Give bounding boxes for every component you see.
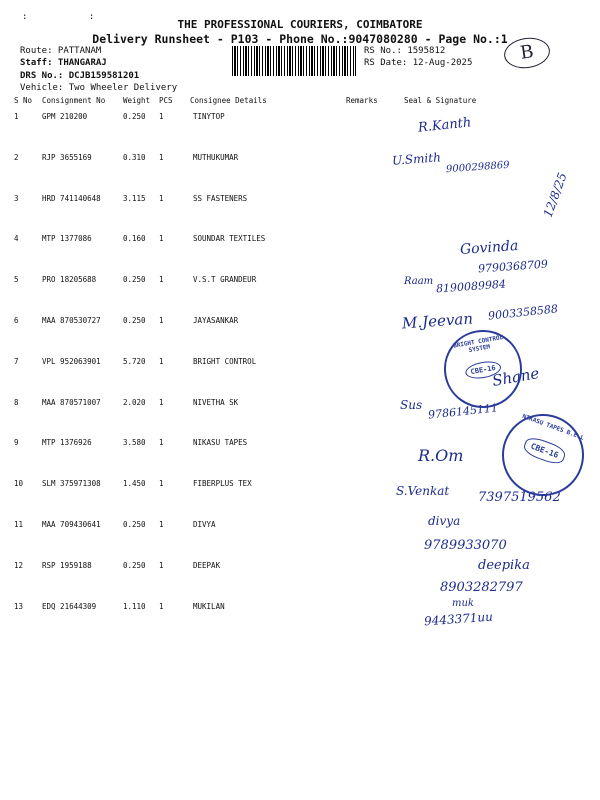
cell-sno: 5	[14, 275, 19, 285]
vehicle-label: Vehicle: Two Wheeler Delivery	[20, 83, 178, 93]
cell-consignee: V.S.T GRANDEUR	[193, 275, 257, 285]
cell-weight: 0.160	[123, 234, 146, 244]
signature-2-phone: 9000298869	[445, 159, 510, 176]
signature-2: U.Smith	[391, 150, 442, 168]
cell-consignee: MUTHUKUMAR	[193, 152, 239, 162]
signature-8: Shane	[490, 364, 541, 390]
cell-consignee: MUKILAN	[193, 601, 225, 611]
signature-6: Raam	[404, 276, 434, 287]
cell-consignment: RSP 1959188	[42, 560, 92, 570]
signature-12: divya	[428, 514, 461, 528]
col-pcs: PCS	[159, 96, 173, 105]
cell-weight: 0.250	[123, 560, 146, 570]
cell-consignee: JAYASANKAR	[193, 316, 239, 325]
route-label: Route: PATTANAM	[20, 46, 102, 56]
cell-weight: 1.450	[123, 479, 146, 489]
cell-sno: 8	[14, 397, 19, 407]
cell-sno: 2	[14, 152, 19, 162]
signature-13: deepika	[478, 558, 530, 573]
cell-pcs: 1	[159, 275, 164, 285]
stamp-nikasu-inner: CBE-16	[522, 435, 568, 467]
cell-sno: 11	[14, 520, 24, 529]
col-weight: Weight	[123, 96, 151, 105]
cell-weight: 0.310	[123, 152, 146, 162]
cell-consignee: SOUNDAR TEXTILES	[193, 234, 266, 244]
scan-dots: : :	[22, 12, 123, 22]
col-consignee: Consignee Details	[190, 96, 267, 105]
staff-label: Staff: THANGARAJ	[20, 58, 107, 68]
cell-consignee: NIVETHA SK	[193, 397, 239, 407]
cell-pcs: 1	[159, 479, 164, 489]
signature-14-phone: 9443371uu	[423, 609, 494, 629]
cell-sno: 12	[14, 560, 24, 570]
cell-consignment: VPL 952063901	[42, 356, 101, 366]
cell-weight: 1.110	[123, 601, 146, 611]
rs-number: RS No.: 1595812	[364, 46, 446, 56]
cell-sno: 1	[14, 112, 19, 121]
cell-pcs: 1	[159, 601, 164, 611]
cell-pcs: 1	[159, 356, 164, 366]
company-title: THE PROFESSIONAL COURIERS, COIMBATORE	[177, 18, 423, 31]
signature-6-phone: 8190089984	[435, 277, 507, 296]
cell-pcs: 1	[159, 397, 164, 407]
signature-9-phone: 9786145111	[427, 401, 499, 422]
cell-consignment: HRD 741140648	[42, 193, 101, 203]
signature-12-phone: 9789933070	[424, 538, 507, 553]
cell-consignee: FIBERPLUS TEX	[193, 479, 252, 489]
cell-consignee: BRIGHT CONTROL	[193, 356, 257, 366]
cell-weight: 0.250	[123, 520, 146, 529]
col-consignment: Consignment No	[42, 96, 106, 105]
cell-sno: 7	[14, 356, 19, 366]
cell-pcs: 1	[159, 234, 164, 244]
cell-weight: 3.115	[123, 193, 146, 203]
signature-1: R.Kanth	[417, 115, 472, 136]
stamp-bright-control	[438, 324, 528, 414]
cell-sno: 4	[14, 234, 19, 244]
cell-consignment: EDQ 21644309	[42, 601, 97, 611]
cell-consignee: SS FASTENERS	[193, 193, 248, 203]
cell-pcs: 1	[159, 316, 164, 325]
cell-consignment: MAA 870530727	[42, 316, 101, 325]
cell-consignee: DIVYA	[193, 520, 216, 529]
cell-sno: 10	[14, 479, 24, 489]
stamp-nikasu-outer: NIKASU TAPES B.E.L	[521, 412, 585, 442]
signature-13-phone: 8903282797	[440, 580, 523, 595]
signature-7: M.Jeevan	[401, 309, 474, 333]
cell-consignee: DEEPAK	[193, 560, 221, 570]
cell-pcs: 1	[159, 112, 164, 121]
signature-7-phone: 9003358588	[487, 302, 559, 323]
page-badge: B	[502, 35, 552, 71]
cell-pcs: 1	[159, 520, 164, 529]
stamp-bright-outer: BRIGHT CONTROL SYSTEM	[452, 334, 504, 355]
cell-consignment: PRO 18205688	[42, 275, 97, 285]
cell-pcs: 1	[159, 152, 164, 162]
cell-consignment: MAA 709430641	[42, 520, 101, 529]
signature-3-date: 12/8/25	[540, 170, 570, 220]
cell-consignment: MTP 1377086	[42, 234, 92, 244]
signature-9: Sus	[400, 398, 423, 412]
cell-weight: 0.250	[123, 316, 146, 325]
cell-consignee: NIKASU TAPES	[193, 438, 248, 448]
signature-11: S.Venkat	[396, 484, 450, 498]
cell-consignment: MTP 1376926	[42, 438, 92, 448]
cell-weight: 2.020	[123, 397, 146, 407]
cell-sno: 13	[14, 601, 24, 611]
barcode	[232, 46, 356, 76]
cell-sno: 3	[14, 193, 19, 203]
signature-5: Govinda	[459, 237, 519, 259]
stamp-bright-inner: CBE-16	[464, 359, 502, 381]
cell-sno: 6	[14, 316, 19, 325]
cell-weight: 0.250	[123, 275, 146, 285]
col-remarks: Remarks	[346, 96, 378, 105]
rs-date: RS Date: 12-Aug-2025	[364, 58, 473, 68]
signature-10: R.Om	[418, 446, 464, 465]
cell-weight: 3.580	[123, 438, 146, 448]
signature-11-phone: 7397519562	[478, 490, 561, 505]
cell-consignment: GPM 210200	[42, 112, 88, 121]
cell-pcs: 1	[159, 438, 164, 448]
cell-weight: 5.720	[123, 356, 146, 366]
cell-consignee: TINYTOP	[193, 112, 225, 121]
signature-14: muk	[452, 598, 474, 609]
cell-sno: 9	[14, 438, 19, 448]
cell-weight: 0.250	[123, 112, 146, 121]
cell-consignment: RJP 3655169	[42, 152, 92, 162]
cell-consignment: MAA 870571007	[42, 397, 101, 407]
cell-pcs: 1	[159, 193, 164, 203]
cell-consignment: SLM 375971308	[42, 479, 101, 489]
cell-pcs: 1	[159, 560, 164, 570]
col-sno: S No	[14, 96, 33, 105]
runsheet-subtitle: Delivery Runsheet - P103 - Phone No.:9047080280 - Page No.:1	[92, 32, 508, 46]
col-signature: Seal & Signature	[404, 96, 477, 105]
drs-label: DRS No.: DCJB159581201	[20, 71, 140, 81]
signature-5-phone: 9790368709	[477, 257, 549, 276]
